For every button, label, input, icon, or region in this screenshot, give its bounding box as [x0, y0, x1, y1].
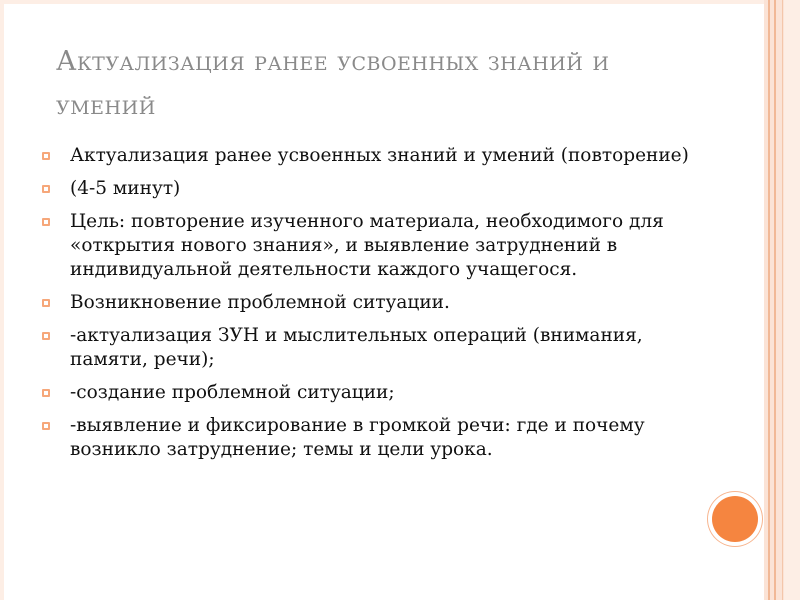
bullet-item	[42, 291, 702, 315]
orange-circle-icon	[712, 496, 758, 542]
bullet-item	[42, 144, 702, 168]
bullet-text: Цель: повторение изученного материала, необходимого для «открытия нового знания», и выявление затруднений в индивидуальной деятельности каждого учащегося.	[70, 211, 664, 280]
slide-title: Актуализация ранее усвоенных знаний и умений	[56, 46, 610, 121]
bullet-text: -создание проблемной ситуации;	[70, 382, 395, 403]
square-bullet-icon	[42, 332, 50, 340]
bullet-item	[42, 210, 702, 282]
bullet-list	[42, 144, 702, 471]
right-frame-line	[774, 0, 776, 600]
left-frame-border	[0, 0, 4, 600]
bullet-text: -выявление и фиксирование в громкой речи: где и почему возникло затруднение; темы и цели урока.	[70, 415, 645, 460]
bullet-text: (4-5 минут)	[70, 178, 181, 199]
bullet-item	[42, 324, 702, 372]
square-bullet-icon	[42, 389, 50, 397]
bullet-item	[42, 381, 702, 405]
top-frame-border	[0, 0, 764, 4]
square-bullet-icon	[42, 422, 50, 430]
square-bullet-icon	[42, 218, 50, 226]
square-bullet-icon	[42, 185, 50, 193]
right-frame-line	[782, 0, 783, 600]
square-bullet-icon	[42, 152, 50, 160]
bullet-item	[42, 414, 702, 462]
bullet-text: -актуализация ЗУН и мыслительных операций (внимания, памяти, речи);	[70, 325, 643, 370]
right-frame-strip	[784, 0, 800, 600]
bullet-text: Возникновение проблемной ситуации.	[70, 292, 450, 313]
bullet-item	[42, 177, 702, 201]
right-frame-line	[768, 0, 770, 600]
bullet-text: Актуализация ранее усвоенных знаний и умений (повторение)	[70, 145, 689, 166]
square-bullet-icon	[42, 299, 50, 307]
